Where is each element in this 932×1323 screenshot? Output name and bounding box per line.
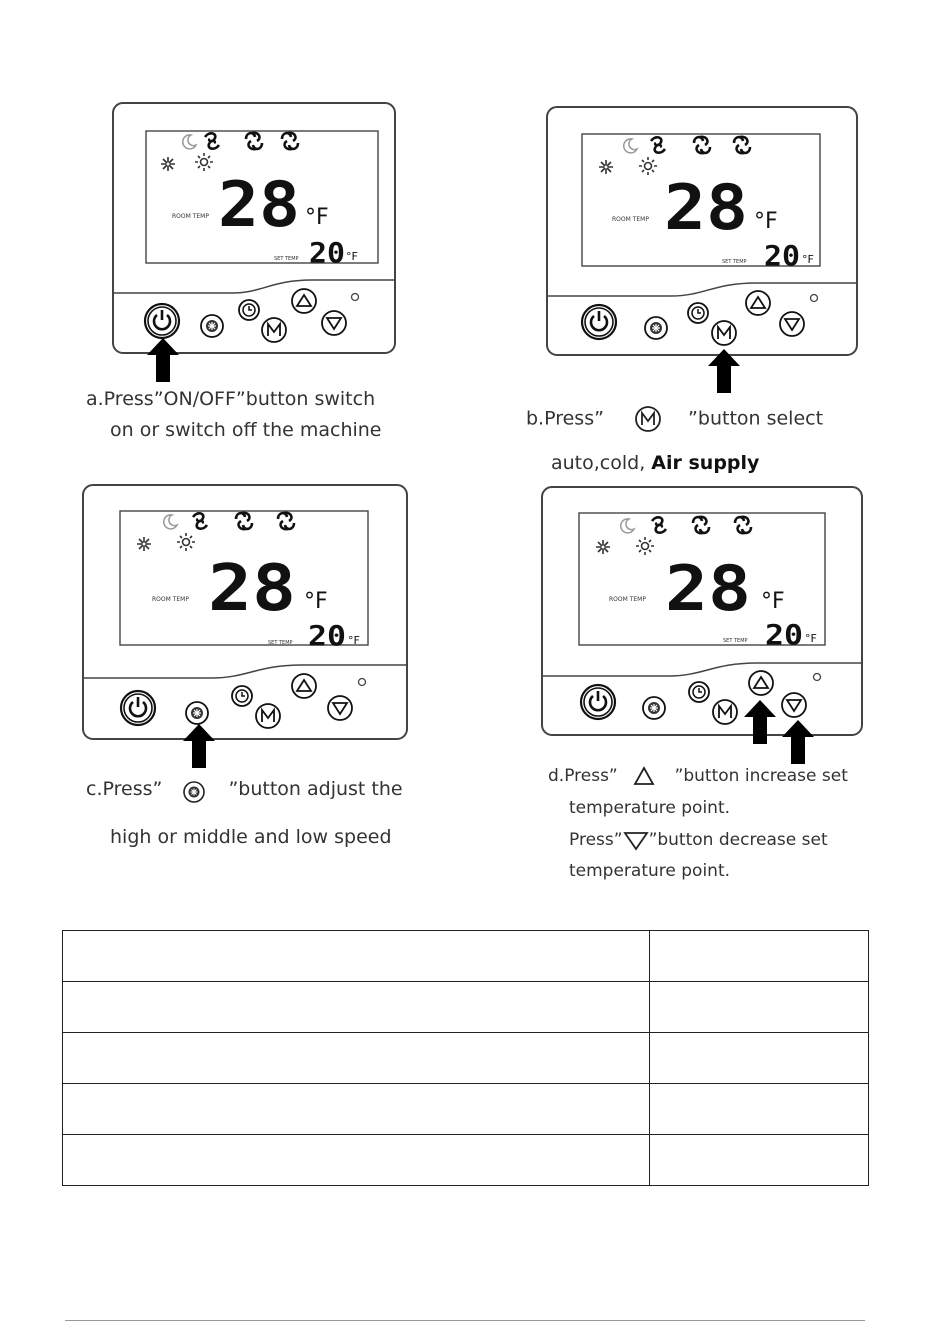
snowflake-icon [161, 157, 175, 171]
thermostat-panel-b [546, 106, 866, 396]
snowflake-icon [596, 540, 610, 554]
caption-text: Press” [569, 830, 623, 850]
up-triangle-icon [633, 766, 655, 786]
caption-text: ”button increase set [674, 766, 848, 786]
empty-table [62, 930, 869, 1186]
set-temp-unit: °F [802, 253, 814, 266]
set-temp-label: SET TEMP [274, 256, 299, 262]
room-temp-label: ROOM TEMP [612, 216, 649, 223]
room-temp-value: 28 [664, 171, 748, 244]
thermostat-panel-d [541, 486, 871, 766]
snowflake-icon [137, 537, 151, 551]
footer-divider [65, 1320, 865, 1321]
caption-b-line1 [526, 405, 823, 433]
snowflake-icon [599, 160, 613, 174]
table-cell [63, 1033, 650, 1084]
set-temp-label: SET TEMP [268, 640, 293, 646]
room-temp-unit: °F [761, 589, 785, 614]
table-cell [650, 982, 869, 1033]
set-temp-unit: °F [348, 634, 360, 647]
set-temp-label: SET TEMP [722, 259, 747, 265]
room-temp-value: 28 [218, 168, 300, 241]
caption-b-line2 [551, 452, 759, 474]
caption-text: ”button select [688, 407, 824, 430]
caption-text: high or middle and low speed [110, 826, 392, 848]
caption-d-line1 [548, 766, 848, 786]
room-temp-unit: °F [304, 589, 328, 614]
table-row [63, 1135, 869, 1186]
caption-text: auto,cold, [551, 452, 652, 474]
table-row [63, 982, 869, 1033]
caption-text-bold: Air supply [651, 452, 760, 474]
caption-text: ”button decrease set [648, 830, 828, 850]
caption-text: c.Press” [86, 778, 163, 800]
table-cell [63, 1084, 650, 1135]
caption-text: temperature point. [569, 798, 731, 818]
caption-a-line1 [86, 388, 375, 410]
room-temp-label: ROOM TEMP [172, 213, 209, 220]
table-cell [63, 982, 650, 1033]
set-temp-label: SET TEMP [723, 638, 748, 644]
caption-text: a.Press”ON/OFF”button switch [86, 388, 376, 410]
caption-d-line4 [569, 861, 730, 881]
caption-d-line3 [569, 829, 828, 851]
room-temp-unit: °F [754, 209, 778, 234]
caption-text: d.Press” [548, 766, 618, 786]
table-cell [650, 1135, 869, 1186]
thermostat-panel-a [112, 102, 402, 392]
caption-c-line2 [110, 826, 392, 848]
caption-c-line1 [86, 778, 403, 806]
fan-speed-icon [180, 778, 208, 806]
table-row [63, 931, 869, 982]
set-temp-value: 20 [308, 619, 346, 652]
table-cell [63, 1135, 650, 1186]
room-temp-label: ROOM TEMP [152, 596, 189, 603]
table-row [63, 1084, 869, 1135]
mode-icon [630, 405, 666, 433]
down-triangle-icon [623, 829, 649, 851]
set-temp-unit: °F [805, 632, 817, 645]
set-temp-value: 20 [309, 236, 345, 269]
room-temp-label: ROOM TEMP [609, 596, 646, 603]
table-row [63, 1033, 869, 1084]
set-temp-value: 20 [764, 239, 800, 272]
set-temp-value: 20 [765, 618, 803, 651]
room-temp-value: 28 [208, 552, 296, 626]
room-temp-unit: °F [305, 205, 329, 230]
set-temp-unit: °F [346, 250, 358, 263]
thermostat-panel-c [82, 484, 412, 774]
caption-text: temperature point. [569, 861, 731, 881]
table-cell [650, 931, 869, 982]
room-temp-value: 28 [665, 552, 751, 625]
table-cell [650, 1033, 869, 1084]
caption-a-line2 [110, 419, 382, 441]
caption-d-line2 [569, 798, 730, 818]
table-cell [63, 931, 650, 982]
caption-text: ”button adjust the [228, 778, 403, 800]
caption-text: on or switch off the machine [110, 419, 382, 441]
caption-text: b.Press” [526, 407, 604, 430]
table-cell [650, 1084, 869, 1135]
